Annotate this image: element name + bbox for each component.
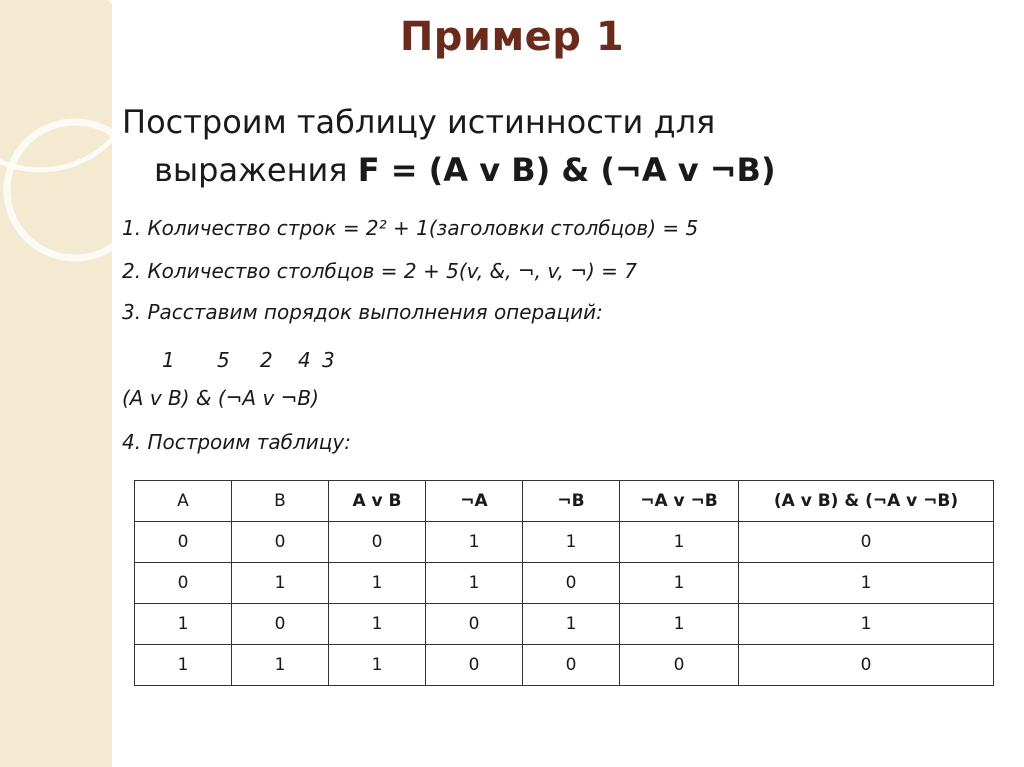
table-cell: 1: [523, 522, 620, 563]
step-1: 1. Количество строк = 2² + 1(заголовки столбцов) = 5: [122, 216, 699, 240]
table-cell: 0: [523, 645, 620, 686]
table-cell: 1: [232, 563, 329, 604]
table-cell: 0: [232, 522, 329, 563]
table-row: [135, 563, 994, 604]
heading-line-2: [122, 146, 1002, 194]
table-row: [135, 604, 994, 645]
table-cell: 0: [523, 563, 620, 604]
truth-table: [134, 480, 994, 686]
table-cell: 1: [135, 604, 232, 645]
table-header-cell: ¬A: [426, 481, 523, 522]
table-cell: 1: [739, 604, 994, 645]
decorative-circles: [0, 0, 112, 767]
table-row: [135, 645, 994, 686]
table-cell: 1: [739, 563, 994, 604]
table-cell: 0: [739, 522, 994, 563]
step-2: 2. Количество столбцов = 2 + 5(v, &, ¬, v, ¬) = 7: [122, 259, 638, 283]
table-header-cell: ¬A v ¬B: [620, 481, 739, 522]
table-cell: 1: [426, 522, 523, 563]
table-header-cell: A: [135, 481, 232, 522]
table-cell: 1: [426, 563, 523, 604]
table-header-cell: ¬B: [523, 481, 620, 522]
table-cell: 0: [329, 522, 426, 563]
table-row: [135, 522, 994, 563]
table-cell: 1: [135, 645, 232, 686]
table-cell: 1: [620, 522, 739, 563]
table-cell: 0: [426, 604, 523, 645]
table-cell: 1: [329, 563, 426, 604]
table-cell: 1: [232, 645, 329, 686]
step-4: 4. Построим таблицу:: [122, 430, 351, 454]
table-cell: 1: [329, 645, 426, 686]
operation-order-3: 2: [260, 348, 273, 372]
expression-line: (A v B) & (¬A v ¬B): [122, 386, 319, 410]
table-cell: 0: [232, 604, 329, 645]
slide-title: Пример 1: [399, 14, 625, 60]
heading-line-2-prefix: выражения: [154, 151, 358, 189]
table-cell: 0: [620, 645, 739, 686]
table-cell: 0: [135, 563, 232, 604]
table-header-cell: A v B: [329, 481, 426, 522]
slide-heading: [122, 98, 1002, 194]
heading-line-1: Построим таблицу истинности для: [122, 103, 716, 141]
operation-order-5: 3: [322, 348, 335, 372]
table-cell: 1: [329, 604, 426, 645]
table-cell: 0: [739, 645, 994, 686]
operation-order-4: 4: [298, 348, 311, 372]
table-cell: 0: [426, 645, 523, 686]
table-cell: 1: [620, 563, 739, 604]
operation-order-2: 5: [217, 348, 230, 372]
table-header-cell: B: [232, 481, 329, 522]
step-3: 3. Расставим порядок выполнения операций:: [122, 300, 603, 324]
table-cell: 1: [523, 604, 620, 645]
table-header-row: [135, 481, 994, 522]
table-header-cell: (A v B) & (¬A v ¬B): [739, 481, 994, 522]
table-cell: 1: [620, 604, 739, 645]
operation-order-1: 1: [162, 348, 175, 372]
table-cell: 0: [135, 522, 232, 563]
decorative-side-strip: [0, 0, 112, 767]
heading-expression: F = (A v B) & (¬A v ¬B): [357, 151, 776, 189]
